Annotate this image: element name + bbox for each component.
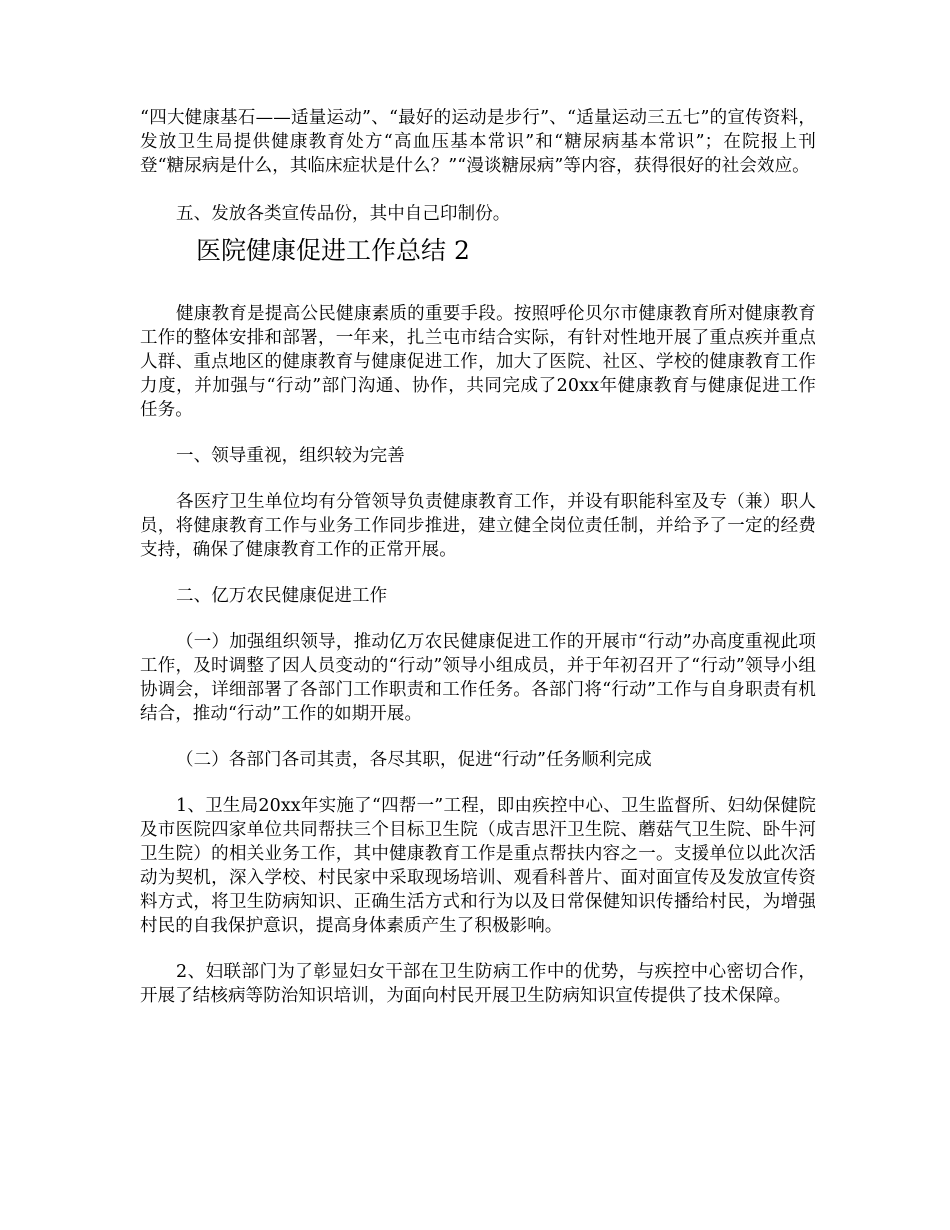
paragraph-leadership: 各医疗卫生单位均有分管领导负责健康教育工作，并设有职能科室及专（兼）职人员，将健康教育工作与业务工作同步推进，建立健全岗位责任制，并给予了一定的经费支持，确保了健康教育工作的正常开展。 — [140, 492, 816, 560]
paragraph-intro: 健康教育是提高公民健康素质的重要手段。按照呼伦贝尔市健康教育所对健康教育工作的整体安排和部署，一年来，扎兰屯市结合实际，有针对性地开展了重点疾并重点人群、重点地区的健康教育与健康促进工作，加大了医院、社区、学校的健康教育工作力度，并加强与“行动”部门沟通、协作，共同完成了20xx年健康教育与健康促进工作任务。 — [140, 304, 816, 420]
paragraph-womens-federation: 2、妇联部门为了彰显妇女干部在卫生防病工作中的优势，与疾控中心密切合作，开展了结核病等防治知识培训，为面向村民开展卫生防病知识宣传提供了技术保障。 — [140, 962, 816, 1006]
paragraph-health-bureau: 1、卫生局20xx年实施了“四帮一”工程，即由疾控中心、卫生监督所、妇幼保健院及市医院四家单位共同帮扶三个目标卫生院（成吉思汗卫生院、蘑菇气卫生院、卧牛河卫生院）的相关业务工作，其中健康教育工作是重点帮扶内容之一。支援单位以此次活动为契机，深入学校、村民家中采取现场培训、观看科普片、面对面宣传及发放宣传资料方式，将卫生防病知识、正确生活方式和行为以及日常保健知识传播给村民，为增强村民的自我保护意识，提高身体素质产生了积极影响。 — [140, 796, 816, 936]
section-title: 医院健康促进工作总结 2 — [196, 236, 470, 265]
heading-two: 二、亿万农民健康促进工作 — [176, 586, 388, 606]
paragraph-promotion-materials: “四大健康基石——适量运动”、“最好的运动是步行”、“适量运动三五七”的宣传资料，发放卫生局提供健康教育处方“高血压基本常识”和“糖尿病基本常识”；在院报上刊登“糖尿病是什么，其临床症状是什么？”“漫谈糖尿病”等内容，获得很好的社会效应。 — [140, 108, 816, 176]
heading-one: 一、领导重视，组织较为完善 — [176, 446, 405, 466]
paragraph-item-five: 五、发放各类宣传品份，其中自己印制份。 — [176, 204, 511, 224]
paragraph-organization: （一）加强组织领导，推动亿万农民健康促进工作的开展市“行动”办高度重视此项工作，及时调整了因人员变动的“行动”领导小组成员，并于年初召开了“行动”领导小组协调会，详细部署了各部门工作职责和工作任务。各部门将“行动”工作与自身职责有机结合，推动“行动”工作的如期开展。 — [140, 632, 816, 724]
document-page — [140, 106, 816, 1008]
subheading-departments: （二）各部门各司其责，各尽其职，促进“行动”任务顺利完成 — [176, 750, 652, 770]
